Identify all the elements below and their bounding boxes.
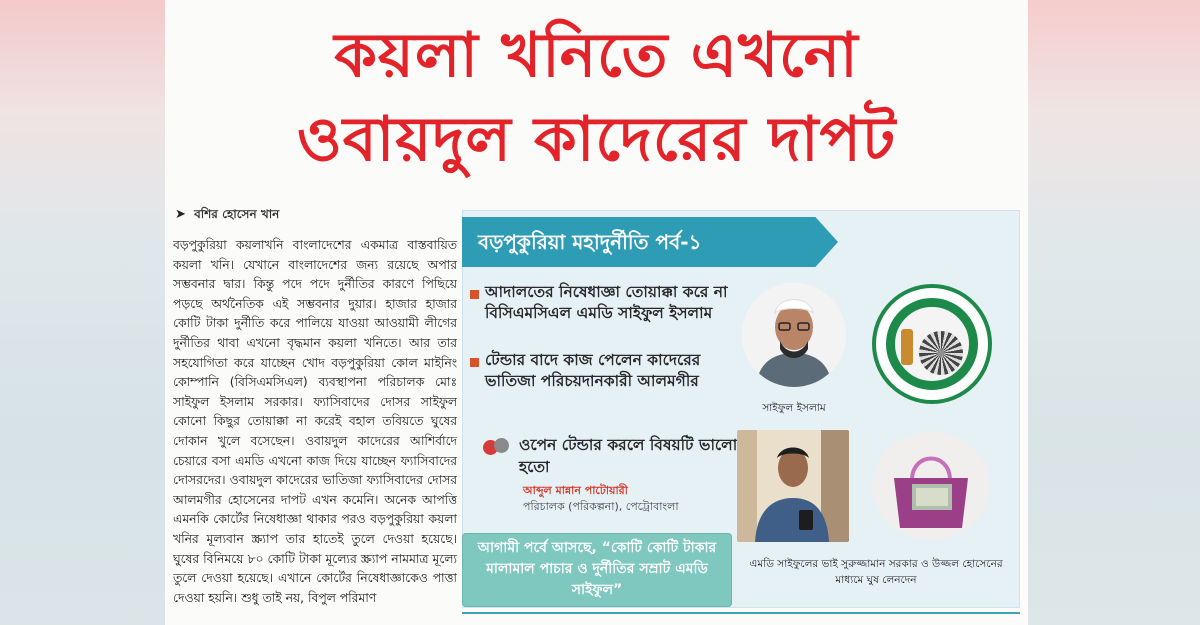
gear-icon [919,331,963,375]
article-body: বড়পুকুরিয়া কয়লাখনি বাংলাদেশের একমাত্র বাস্তবায়িত কয়লা খনি। যেখানে বাংলাদেশের জন্য রয়েছে অপার সম্ভবনার দ্বার। কিন্তু পদে পদে দুর্নীতির কারণে পিছিয়ে পড়ছে অর্থনৈতিক এই সম্ভবনার দুয়ার। হাজার হাজার কোটি টাকা দুর্নীতি করে পালিয়ে যাওয়া আওয়ামী লীগের দুর্নীতির থাবা এখনো বৃদ্ধমান কয়লা খনিতে। আর তার সহযোগিতা করে যাচ্ছেন খোদ বড়পুকুরিয়া কোল মাইনিং কোম্পানি (বিসিএমসিএল) ব্যবস্থাপনা পরিচালক মোঃ সাইফুল ইসলাম সরকার। ফ্যাসিবাদের দোসর সাইফুল কোনো কিছুর তোয়াক্কা না করেই বহাল তবিয়তে ঘুষের দোকান খুলে বসেছেন। ওবায়দুল কাদেরের আশির্বাদে চেয়ারে বসা এমডি এখনো কাজ দিয়ে যাচ্ছেন ফ্যাসিবাদের দোসরদের। ওবায়দুল কাদেরের ভাতিজা ফ্যাসিবাদের দোসর আলমগীর হোসেনের দাপট এখন কমেনি। অনেক আপত্তি এমনকি কোর্টের নিষেধাজ্ঞা থাকার পরও বড়পুকুরিয়া কয়লা খনির মূল্যবান স্ক্র্যাপ তার হাতেই তুলে দেওয়া হয়েছে। ঘুষের বিনিময়ে ৮০ কোটি টাকা মূল্যের স্ক্র্যাপ নামমাত্র মূল্যে তুলে দেওয়া হয়েছে। এখানে কোর্টের নিষেধাজ্ঞাকেও পাত্তা দেওয়া হয়নি। শুধু তাই নয়, বিপুল পরিমাণ [173,238,457,605]
quote-text: ওপেন টেন্ডার করলে বিষয়টি ভালো হতো [519,436,738,476]
next-episode-text: আগামী পর্বে আসছে, “কোটি কোটি টাকার মালামাল পাচার ও দুর্নীতির সম্রাট এমডি সাইফুল” [477,540,717,598]
alamgir-photo [737,430,849,542]
miner-lamp-icon [901,329,913,365]
logo-ring [886,298,978,390]
background-blur-right [1028,0,1200,625]
background-blur-left [0,0,165,625]
portrait-caption: সাইফুল ইসলাম [762,402,826,414]
bottom-rule [462,612,1020,614]
bribe-caption: এমডি সাইফুলের ভাই সুরুজ্জামান সরকার ও উজ্জল হোসেনের মাধ্যমে ঘুষ লেনদেন [749,558,1003,586]
quote-role: পরিচালক (পরিকল্পনা), পেট্রোবাংলা [523,500,679,513]
portrait-photo [742,283,846,387]
headline-line-1: কয়লা খনিতে এখনো [334,20,859,91]
byline-author: বশির হোসেন খান [194,207,280,221]
money-bag-photo [872,432,990,540]
sidebar-point-2: টেন্ডার বাদে কাজ পেলেন কাদেরের ভাতিজা পরিচয়দানকারী আলমগীর [485,351,701,390]
series-title: বড়পুকুরিয়া মহাদুর্নীতি পর্ব-১ [478,230,702,254]
bcmcl-logo [872,284,992,404]
newspaper-page [165,0,1028,625]
byline [175,206,279,226]
quote-name: আব্দুল মান্নান পাটোয়ারী [523,484,628,497]
bullet-square-icon [470,290,479,299]
bullet-square-icon [470,358,479,367]
sidebar-point-1: আদালতের নিষেধাজ্ঞা তোয়াক্কা করে না বিসিএমসিএল এমডি সাইফুল ইসলাম [485,283,728,322]
headline [165,14,1028,182]
byline-arrow-icon: ➤ [175,207,186,222]
headline-line-2: ওবায়দুল কাদেরের দাপট [296,104,897,175]
speech-bubble-icon [483,438,517,456]
